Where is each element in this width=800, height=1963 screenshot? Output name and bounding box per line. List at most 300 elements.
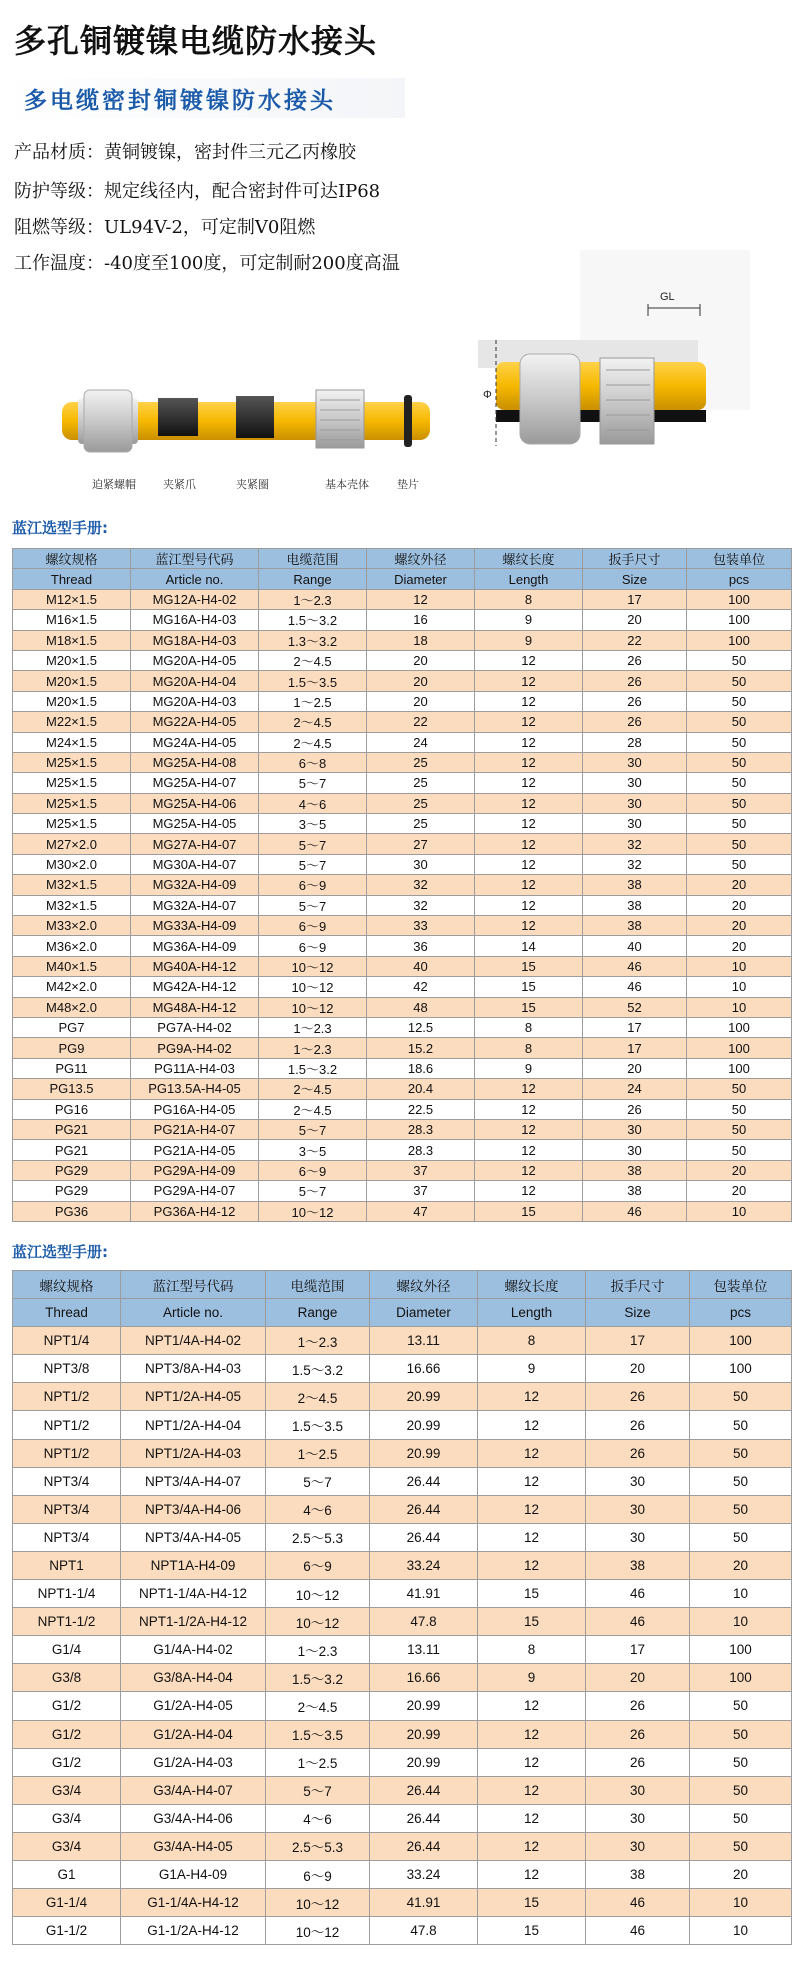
table-cell: 8 (475, 589, 583, 609)
table-cell: 26.44 (370, 1495, 478, 1523)
table-cell: 2.5～5.3 (266, 1523, 370, 1551)
table-row (13, 1636, 792, 1664)
table-cell: 26 (583, 691, 687, 711)
table-cell: 20 (687, 1181, 792, 1201)
table-cell: 30 (586, 1495, 690, 1523)
gl-label: GL (660, 291, 675, 303)
table-cell: 20 (583, 610, 687, 630)
table-cell: MG16A-H4-03 (131, 610, 259, 630)
table-cell: 10 (690, 1608, 792, 1636)
table-cell: 30 (586, 1776, 690, 1804)
table-cell: 28 (583, 732, 687, 752)
table-row (13, 630, 792, 650)
table-cell: 12 (478, 1720, 586, 1748)
table-cell: 16.66 (370, 1355, 478, 1383)
column-header-en: Size (583, 569, 687, 589)
table-cell: 9 (475, 1058, 583, 1078)
column-header-cn: 包装单位 (687, 549, 792, 569)
column-header-cn: 蓝江型号代码 (131, 549, 259, 569)
table-cell: 9 (475, 630, 583, 650)
table-cell: 9 (478, 1355, 586, 1383)
spec-temperature: 工作温度：-40度至100度，可定制耐200度高温 (14, 253, 400, 274)
table-cell: 5～7 (259, 854, 367, 874)
table-cell: NPT1-1/4A-H4-12 (121, 1580, 266, 1608)
table-row (13, 1551, 792, 1579)
table-cell: PG29 (13, 1160, 131, 1180)
table-cell: 20.99 (370, 1720, 478, 1748)
table-row (13, 1748, 792, 1776)
table-cell: MG27A-H4-07 (131, 834, 259, 854)
table-cell: 24 (367, 732, 475, 752)
table-row (13, 671, 792, 691)
table-cell: PG29A-H4-07 (131, 1181, 259, 1201)
table-cell: 100 (687, 1038, 792, 1058)
table-cell: 6～9 (259, 916, 367, 936)
table-cell: NPT3/4 (13, 1495, 121, 1523)
table-cell: 6～9 (266, 1551, 370, 1579)
table-cell: 50 (687, 650, 792, 670)
table-cell: 12 (475, 1160, 583, 1180)
table-cell: 12 (475, 895, 583, 915)
table-cell: NPT3/8A-H4-03 (121, 1355, 266, 1383)
table-cell: NPT1/4 (13, 1327, 121, 1355)
table-cell: MG32A-H4-07 (131, 895, 259, 915)
table-cell: 5～7 (259, 773, 367, 793)
table-cell: M40×1.5 (13, 956, 131, 976)
column-header-en: Diameter (370, 1299, 478, 1327)
table-cell: 38 (586, 1860, 690, 1888)
table-cell: 33.24 (370, 1860, 478, 1888)
column-header-en: Thread (13, 569, 131, 589)
table-cell: 30 (583, 773, 687, 793)
table-cell: 38 (583, 1160, 687, 1180)
table-cell: 1.5～3.5 (259, 671, 367, 691)
table-cell: 15 (478, 1889, 586, 1917)
table-cell: 50 (687, 752, 792, 772)
table-cell: 20.99 (370, 1748, 478, 1776)
table-cell: 20 (586, 1355, 690, 1383)
table-cell: 12 (475, 814, 583, 834)
table-cell: 100 (687, 1017, 792, 1037)
table-cell: 38 (583, 1181, 687, 1201)
table-cell: PG11A-H4-03 (131, 1058, 259, 1078)
column-header-cn: 包装单位 (690, 1271, 792, 1299)
table-cell: 3～5 (259, 814, 367, 834)
table-cell: 12 (478, 1523, 586, 1551)
table-body (13, 589, 792, 1221)
table-cell: 16.66 (370, 1664, 478, 1692)
table-row (13, 1201, 792, 1221)
table-cell: 40 (583, 936, 687, 956)
table-cell: G3/4 (13, 1776, 121, 1804)
spec-protection: 防护等级：规定线径内，配合密封件可达IP68 (14, 181, 381, 202)
table-cell: NPT1/2 (13, 1439, 121, 1467)
table-cell: 46 (586, 1580, 690, 1608)
table-cell: 1.5～3.5 (266, 1720, 370, 1748)
table-cell: 15 (478, 1580, 586, 1608)
table-cell: NPT1/2 (13, 1383, 121, 1411)
table-cell: 47.8 (370, 1608, 478, 1636)
table-row (13, 1099, 792, 1119)
table-cell: 50 (687, 1099, 792, 1119)
table-cell: 46 (583, 1201, 687, 1221)
table-cell: 10 (690, 1580, 792, 1608)
table-cell: 38 (586, 1551, 690, 1579)
table-cell: G1/2 (13, 1692, 121, 1720)
table-cell: 42 (367, 977, 475, 997)
table-cell: 50 (687, 671, 792, 691)
spec-material: 产品材质：黄铜镀镍，密封件三元乙丙橡胶 (14, 142, 356, 163)
table-cell: 50 (690, 1439, 792, 1467)
table-cell: MG22A-H4-05 (131, 712, 259, 732)
table-cell: 30 (583, 1140, 687, 1160)
table-cell: 2～4.5 (259, 732, 367, 752)
table-cell: 26 (586, 1720, 690, 1748)
table-cell: 38 (583, 895, 687, 915)
table-row (13, 650, 792, 670)
table-cell: 1～2.3 (266, 1327, 370, 1355)
table-row (13, 1038, 792, 1058)
table-cell: 18 (367, 630, 475, 650)
table-cell: M48×2.0 (13, 997, 131, 1017)
table-cell: 1～2.5 (266, 1748, 370, 1776)
table-cell: 12 (475, 1119, 583, 1139)
table-cell: 50 (687, 712, 792, 732)
table-row (13, 610, 792, 630)
table-cell: 2.5～5.3 (266, 1832, 370, 1860)
table-cell: 6～9 (259, 875, 367, 895)
table-cell: 12 (478, 1692, 586, 1720)
table-cell: PG9 (13, 1038, 131, 1058)
table-cell: 12 (478, 1495, 586, 1523)
table-cell: 30 (367, 854, 475, 874)
table-cell: 50 (690, 1720, 792, 1748)
table-cell: 16 (367, 610, 475, 630)
table-cell: 5～7 (259, 895, 367, 915)
table-cell: 10 (687, 977, 792, 997)
table-cell: MG36A-H4-09 (131, 936, 259, 956)
table-cell: 20.99 (370, 1692, 478, 1720)
column-header-en: Article no. (121, 1299, 266, 1327)
table-cell: NPT1-1/4 (13, 1580, 121, 1608)
table-cell: 50 (687, 1079, 792, 1099)
table-cell: 20 (690, 1551, 792, 1579)
table-cell: G1/2A-H4-05 (121, 1692, 266, 1720)
table-cell: 50 (687, 691, 792, 711)
table-cell: NPT1-1/2 (13, 1608, 121, 1636)
table-body (13, 1327, 792, 1945)
table-cell: 50 (690, 1748, 792, 1776)
table-cell: NPT3/4A-H4-05 (121, 1523, 266, 1551)
table-cell: G3/4A-H4-06 (121, 1804, 266, 1832)
table-cell: 1～2.5 (259, 691, 367, 711)
table-cell: NPT1/2A-H4-04 (121, 1411, 266, 1439)
table-cell: 4～6 (266, 1804, 370, 1832)
table-row (13, 1720, 792, 1748)
table-cell: 32 (583, 834, 687, 854)
table-cell: 12 (478, 1748, 586, 1776)
product-diagram (0, 250, 800, 510)
table-row (13, 1889, 792, 1917)
table-cell: NPT1A-H4-09 (121, 1551, 266, 1579)
table-cell: G1-1/4A-H4-12 (121, 1889, 266, 1917)
table-cell: MG25A-H4-07 (131, 773, 259, 793)
table-cell: 18.6 (367, 1058, 475, 1078)
table-cell: 26 (583, 671, 687, 691)
exploded-view (62, 390, 430, 452)
column-header-cn: 螺纹长度 (478, 1271, 586, 1299)
table-cell: M42×2.0 (13, 977, 131, 997)
table-row (13, 1411, 792, 1439)
table-cell: MG33A-H4-09 (131, 916, 259, 936)
column-header-en: pcs (687, 569, 792, 589)
table-cell: 30 (583, 814, 687, 834)
table-header-en (13, 1299, 792, 1327)
table-cell: 12 (475, 1099, 583, 1119)
table-cell: 46 (586, 1917, 690, 1945)
spec-flame: 阻燃等级：UL94V-2，可定制V0阻燃 (14, 217, 316, 238)
table-cell: 9 (475, 610, 583, 630)
column-header-cn: 扳手尺寸 (583, 549, 687, 569)
table-cell: 52 (583, 997, 687, 1017)
table-row (13, 1439, 792, 1467)
table-cell: 12.5 (367, 1017, 475, 1037)
table-row (13, 1608, 792, 1636)
column-header-en: pcs (690, 1299, 792, 1327)
table-cell: 26.44 (370, 1804, 478, 1832)
table-cell: 1～2.5 (266, 1439, 370, 1467)
table-cell: M25×1.5 (13, 793, 131, 813)
table-cell: 1～2.3 (266, 1636, 370, 1664)
table-cell: MG25A-H4-08 (131, 752, 259, 772)
table-row (13, 793, 792, 813)
table-cell: M30×2.0 (13, 854, 131, 874)
table-header-en (13, 569, 792, 589)
table-cell: 30 (586, 1804, 690, 1832)
column-header-en: Diameter (367, 569, 475, 589)
table-cell: 12 (475, 854, 583, 874)
table-cell: 5～7 (266, 1467, 370, 1495)
table-cell: M25×1.5 (13, 814, 131, 834)
table-cell: 50 (687, 814, 792, 834)
table-cell: 26 (586, 1411, 690, 1439)
table-row (13, 1058, 792, 1078)
table-cell: 26.44 (370, 1832, 478, 1860)
table-cell: 46 (586, 1889, 690, 1917)
table-cell: 6～9 (266, 1860, 370, 1888)
table-cell: 30 (586, 1467, 690, 1495)
table-cell: 47.8 (370, 1917, 478, 1945)
table-cell: M20×1.5 (13, 650, 131, 670)
table-cell: 20 (687, 936, 792, 956)
table-cell: 25 (367, 814, 475, 834)
table-cell: 25 (367, 773, 475, 793)
table-cell: 48 (367, 997, 475, 1017)
table-cell: PG29 (13, 1181, 131, 1201)
table-cell: 50 (690, 1467, 792, 1495)
table-cell: 10 (687, 997, 792, 1017)
table-cell: 12 (475, 650, 583, 670)
table-cell: 50 (687, 1140, 792, 1160)
table-cell: 10～12 (259, 1201, 367, 1221)
table-cell: PG13.5A-H4-05 (131, 1079, 259, 1099)
table-cell: PG9A-H4-02 (131, 1038, 259, 1058)
table-cell: 10 (690, 1889, 792, 1917)
table-cell: 100 (687, 610, 792, 630)
table-cell: PG7A-H4-02 (131, 1017, 259, 1037)
table-cell: 26.44 (370, 1467, 478, 1495)
table-cell: 20 (687, 895, 792, 915)
table-cell: 5～7 (266, 1776, 370, 1804)
table-cell: MG32A-H4-09 (131, 875, 259, 895)
column-header-cn: 螺纹外径 (370, 1271, 478, 1299)
table-row (13, 1692, 792, 1720)
table-cell: MG18A-H4-03 (131, 630, 259, 650)
table-cell: MG42A-H4-12 (131, 977, 259, 997)
table-cell: 50 (690, 1523, 792, 1551)
table-cell: 20 (690, 1860, 792, 1888)
table-cell: 15 (475, 977, 583, 997)
table-cell: 26.44 (370, 1523, 478, 1551)
table-row (13, 1355, 792, 1383)
column-header-cn: 螺纹外径 (367, 549, 475, 569)
table-cell: 1～2.3 (259, 1038, 367, 1058)
table-cell: MG12A-H4-02 (131, 589, 259, 609)
table-cell: 12 (478, 1551, 586, 1579)
table-cell: 20.99 (370, 1439, 478, 1467)
page-subtitle: 多电缆密封铜镀镍防水接头 (24, 88, 336, 114)
column-header-cn: 螺纹规格 (13, 1271, 121, 1299)
table-cell: 12 (475, 1140, 583, 1160)
table-cell: 26 (583, 650, 687, 670)
table-row (13, 1017, 792, 1037)
table-cell: 41.91 (370, 1889, 478, 1917)
table-cell: G3/4A-H4-07 (121, 1776, 266, 1804)
table-cell: 32 (583, 854, 687, 874)
table-cell: 20 (687, 916, 792, 936)
table-cell: 20 (367, 650, 475, 670)
table-row (13, 1832, 792, 1860)
table-cell: 50 (690, 1804, 792, 1832)
table-row (13, 1580, 792, 1608)
table-cell: 33 (367, 916, 475, 936)
table-cell: 50 (687, 854, 792, 874)
table-cell: 8 (475, 1017, 583, 1037)
table-cell: 12 (478, 1776, 586, 1804)
table-cell: MG40A-H4-12 (131, 956, 259, 976)
table-cell: NPT1/4A-H4-02 (121, 1327, 266, 1355)
table-cell: M25×1.5 (13, 752, 131, 772)
table-cell: 50 (690, 1383, 792, 1411)
column-header-en: Length (475, 569, 583, 589)
table-row (13, 752, 792, 772)
table-cell: 26 (583, 712, 687, 732)
table-cell: 10 (687, 956, 792, 976)
table-cell: 50 (687, 834, 792, 854)
table-cell: NPT3/4A-H4-06 (121, 1495, 266, 1523)
table-cell: M32×1.5 (13, 895, 131, 915)
table-cell: 26.44 (370, 1776, 478, 1804)
table-cell: G1-1/2 (13, 1917, 121, 1945)
table-cell: 12 (367, 589, 475, 609)
table-cell: M36×2.0 (13, 936, 131, 956)
table-cell: 10～12 (259, 956, 367, 976)
table-cell: 28.3 (367, 1119, 475, 1139)
table-cell: G1-1/2A-H4-12 (121, 1917, 266, 1945)
table-cell: 12 (475, 752, 583, 772)
column-header-cn: 电缆范围 (259, 549, 367, 569)
table-cell: 15 (475, 997, 583, 1017)
table-cell: 100 (690, 1355, 792, 1383)
table-cell: G3/8A-H4-04 (121, 1664, 266, 1692)
table-cell: 20 (687, 875, 792, 895)
table-cell: 30 (586, 1523, 690, 1551)
table-cell: 10～12 (259, 977, 367, 997)
table-row (13, 1160, 792, 1180)
table-cell: 47 (367, 1201, 475, 1221)
table-cell: M18×1.5 (13, 630, 131, 650)
table-cell: 2～4.5 (259, 712, 367, 732)
table-cell: PG29A-H4-09 (131, 1160, 259, 1180)
table-cell: 2～4.5 (259, 1079, 367, 1099)
table-cell: 100 (690, 1327, 792, 1355)
table-cell: 4～6 (266, 1495, 370, 1523)
table-cell: 12 (478, 1411, 586, 1439)
table-cell: 12 (475, 793, 583, 813)
table-cell: 40 (367, 956, 475, 976)
table-cell: 46 (583, 977, 687, 997)
table-row (13, 1664, 792, 1692)
table-cell: 100 (690, 1636, 792, 1664)
table-cell: M33×2.0 (13, 916, 131, 936)
table-cell: NPT3/4A-H4-07 (121, 1467, 266, 1495)
table-row (13, 1327, 792, 1355)
diagram-label-nut: 迫紧螺帽 (92, 478, 136, 491)
spec-table-npt-g (12, 1270, 792, 1945)
table-cell: 32 (367, 895, 475, 915)
diagram-label-clamp-claw: 夹紧爪 (163, 478, 196, 491)
table-cell: G3/8 (13, 1664, 121, 1692)
table-row (13, 1119, 792, 1139)
table-cell: 8 (478, 1327, 586, 1355)
table-cell: 2～4.5 (259, 1099, 367, 1119)
table-cell: 50 (690, 1411, 792, 1439)
table-cell: 20.99 (370, 1411, 478, 1439)
table-cell: 3～5 (259, 1140, 367, 1160)
table-cell: 20.4 (367, 1079, 475, 1099)
table-cell: NPT1-1/2A-H4-12 (121, 1608, 266, 1636)
table-cell: 30 (583, 793, 687, 813)
table-header-cn (13, 549, 792, 569)
table-cell: 50 (690, 1692, 792, 1720)
table-cell: 20 (687, 1160, 792, 1180)
table-cell: NPT1/2A-H4-03 (121, 1439, 266, 1467)
table-cell: NPT1/2 (13, 1411, 121, 1439)
table-cell: 15 (478, 1917, 586, 1945)
table-cell: 36 (367, 936, 475, 956)
table-cell: 5～7 (259, 1181, 367, 1201)
table-cell: PG21A-H4-07 (131, 1119, 259, 1139)
table-row (13, 732, 792, 752)
table-cell: PG36A-H4-12 (131, 1201, 259, 1221)
table-row (13, 1776, 792, 1804)
table-cell: MG20A-H4-03 (131, 691, 259, 711)
table-cell: MG25A-H4-05 (131, 814, 259, 834)
table-row (13, 1860, 792, 1888)
table-cell: 15.2 (367, 1038, 475, 1058)
table-row (13, 1495, 792, 1523)
table-cell: M16×1.5 (13, 610, 131, 630)
